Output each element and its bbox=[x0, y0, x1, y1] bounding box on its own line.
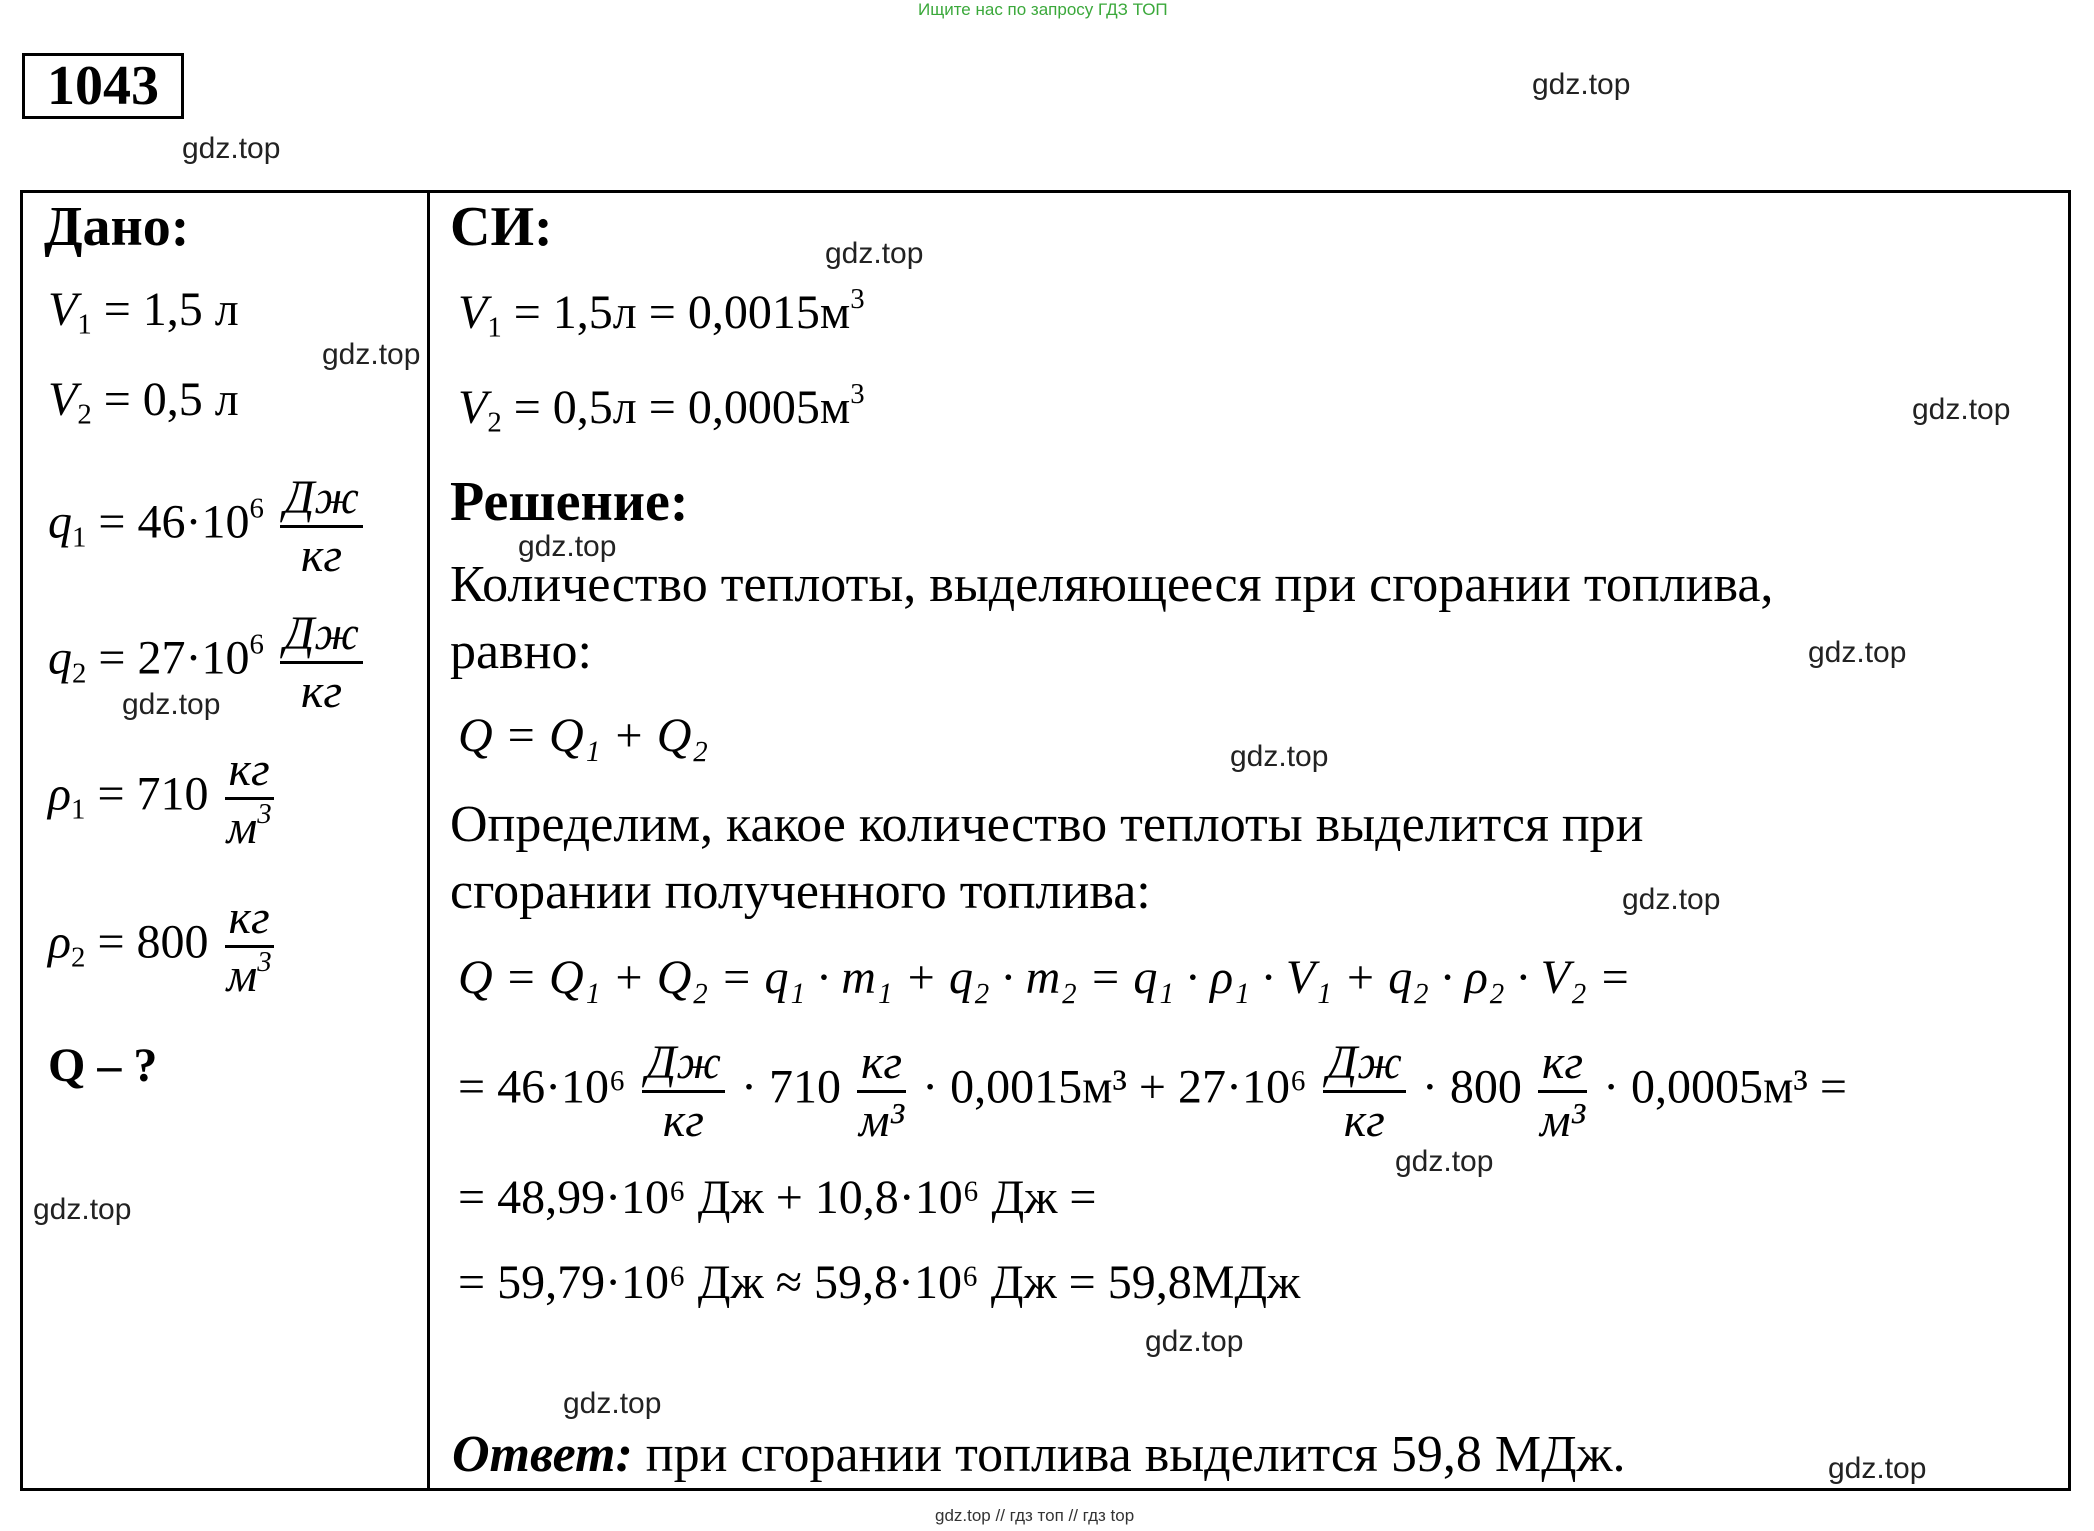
given-heading: Дано: bbox=[44, 196, 190, 258]
given-q1: $q_1 = 46\cdot 10^6$ $\frac{Дж}{кг}$ bbox=[48, 470, 367, 583]
si-heading: СИ: bbox=[450, 196, 553, 258]
watermark: gdz.top bbox=[1828, 1452, 1927, 1485]
column-divider bbox=[427, 190, 430, 1491]
watermark: gdz.top bbox=[1230, 740, 1329, 773]
given-v1: $V_1 = 1,5$ л bbox=[48, 283, 239, 341]
watermark: gdz.top bbox=[1532, 68, 1631, 101]
watermark: gdz.top bbox=[1395, 1145, 1494, 1178]
watermark: gdz.top bbox=[322, 338, 421, 371]
watermark: gdz.top bbox=[33, 1193, 132, 1226]
si-v2: $V_2 = 0,5л = 0,0005м^3$ bbox=[458, 377, 865, 439]
answer-text: при сгорании топлива выделится 59,8 МДж. bbox=[645, 1426, 1626, 1483]
watermark: gdz.top bbox=[1912, 393, 2011, 426]
solution-heading: Решение: bbox=[450, 471, 689, 533]
equation-line-4: = 59,79·10⁶ Дж ≈ 59,8·10⁶ Дж = 59,8МДж bbox=[458, 1256, 1301, 1309]
watermark: gdz.top bbox=[1622, 883, 1721, 916]
answer bbox=[452, 1425, 1626, 1484]
given-q2: $q_2 = 27\cdot 10^6$ $\frac{Дж}{кг}$ bbox=[48, 606, 367, 719]
equation-line-2: = 46·10⁶ $\frac{Дж}{кг}$ · 710 $\frac{кг}{\text{м³}}$ · 0,0015м³ + 27·10⁶ $\frac{Дж}{кг}$ · 800 $\frac{кг}{\text{м³}}$ · 0,0005м³ = bbox=[458, 1036, 1847, 1148]
solution-para2-line1: Определим, какое количество теплоты выделится при bbox=[450, 796, 1644, 853]
equation-line-1: Q = Q₁ + Q₂ = q₁ · m₁ + q₂ · m₂ = q₁ · ρ₁ · V₁ + q₂ · ρ₂ · V₂ = bbox=[458, 951, 1632, 1004]
watermark: gdz.top bbox=[122, 688, 221, 721]
search-banner: Ищите нас по запросу ГДЗ ТОП bbox=[918, 0, 1168, 19]
watermark: gdz.top bbox=[825, 237, 924, 270]
solution-para1-line1: Количество теплоты, выделяющееся при сгорании топлива, bbox=[450, 556, 1774, 613]
si-v1: $V_1 = 1,5л = 0,0015м^3$ bbox=[458, 282, 865, 344]
given-v2: $V_2 = 0,5$ л bbox=[48, 373, 239, 431]
watermark: gdz.top bbox=[563, 1387, 662, 1420]
equation-line-3: = 48,99·10⁶ Дж + 10,8·10⁶ Дж = bbox=[458, 1171, 1097, 1224]
footer-links: gdz.top // гдз топ // гдз top bbox=[935, 1506, 1135, 1525]
formula-q-sum: Q = Q₁ + Q₂ bbox=[458, 709, 709, 762]
solution-para2-line2: сгорании полученного топлива: bbox=[450, 863, 1151, 920]
watermark: gdz.top bbox=[518, 530, 617, 563]
watermark: gdz.top bbox=[1145, 1325, 1244, 1358]
given-rho2: $\rho_2 = 800$ $\frac{кг}{м^3}$ bbox=[48, 890, 278, 1003]
problem-number: 1043 bbox=[22, 53, 184, 119]
watermark: gdz.top bbox=[1808, 636, 1907, 669]
solution-para1-line2: равно: bbox=[450, 623, 592, 680]
answer-label: Ответ: bbox=[452, 1426, 633, 1483]
given-rho1: $\rho_1 = 710$ $\frac{кг}{м^3}$ bbox=[48, 742, 278, 855]
given-unknown: Q – ? bbox=[48, 1039, 158, 1092]
watermark: gdz.top bbox=[182, 132, 281, 165]
